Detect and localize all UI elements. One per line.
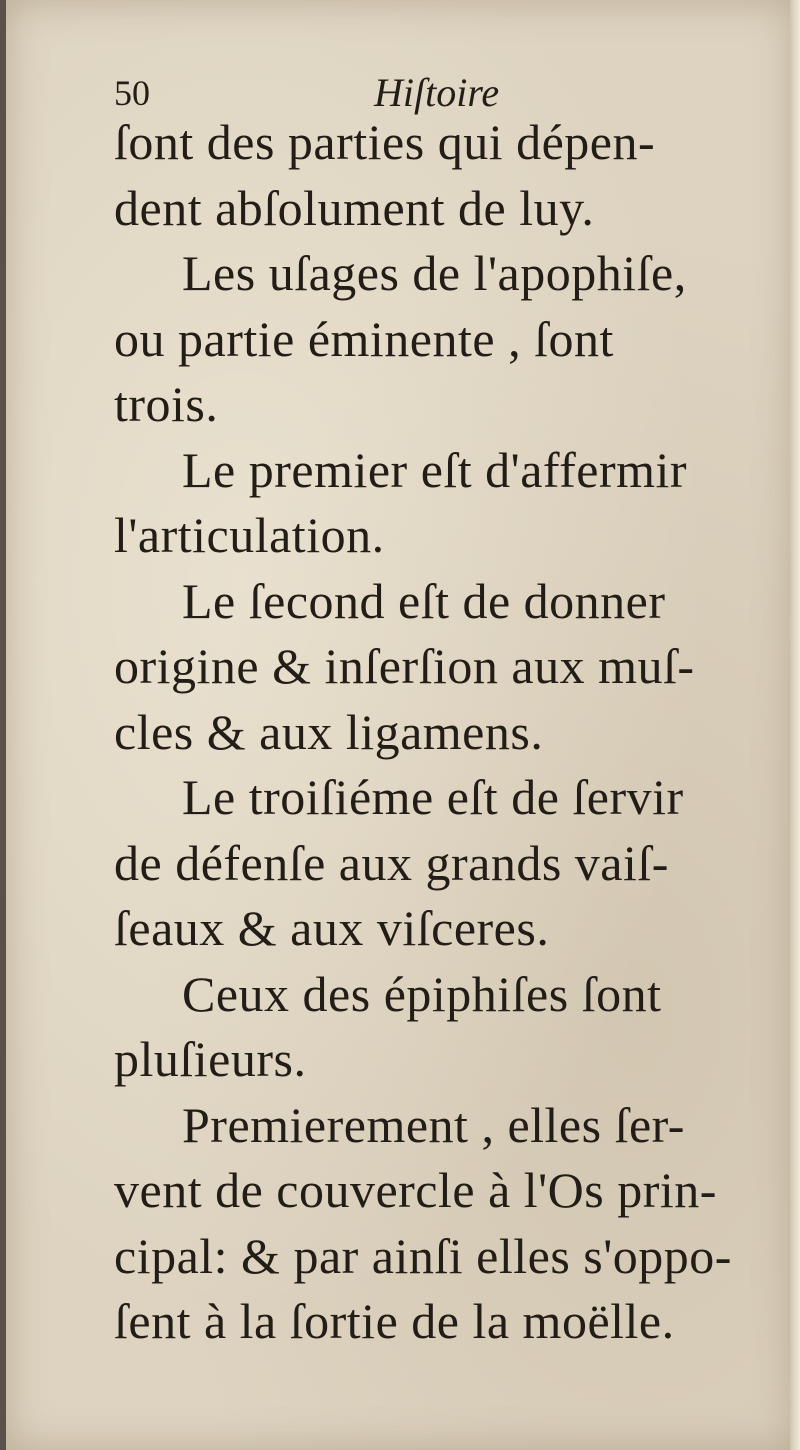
- running-title: Hiſtoire: [374, 70, 500, 115]
- book-page: [6, 0, 794, 1450]
- text-line: Le troiſiéme eſt de ſervir: [182, 769, 684, 825]
- text-line: origine & inſerſion aux muſ-: [114, 638, 695, 694]
- text-line: cipal: & par ainſi elles s'oppo-: [114, 1227, 732, 1284]
- text-line: ſont des parties qui dépen-: [114, 114, 656, 170]
- page-number: 50: [114, 73, 150, 113]
- text-line: ſeaux & aux viſceres.: [114, 900, 550, 956]
- text-line: Le premier eſt d'affermir: [182, 441, 688, 498]
- text-line: dent abſolument de luy.: [114, 179, 595, 236]
- text-line: Les uſages de l'apophiſe,: [182, 245, 687, 301]
- text-line: vent de couvercle à l'Os prin-: [114, 1162, 717, 1218]
- text-line: Premierement , elles ſer-: [182, 1096, 685, 1153]
- body-text: [114, 110, 794, 1355]
- text-line: pluſieurs.: [114, 1031, 307, 1087]
- text-line: ou partie éminente , ſont: [114, 310, 614, 367]
- text-line: l'articulation.: [114, 507, 385, 563]
- text-line: Le ſecond eſt de donner: [182, 572, 666, 629]
- text-line: ſent à la ſortie de la moëlle.: [114, 1293, 675, 1349]
- text-line: cles & aux ligamens.: [114, 703, 544, 760]
- text-line: trois.: [114, 376, 219, 432]
- text-line: de défenſe aux grands vaiſ-: [114, 834, 669, 891]
- text-line: Ceux des épiphiſes ſont: [182, 965, 662, 1022]
